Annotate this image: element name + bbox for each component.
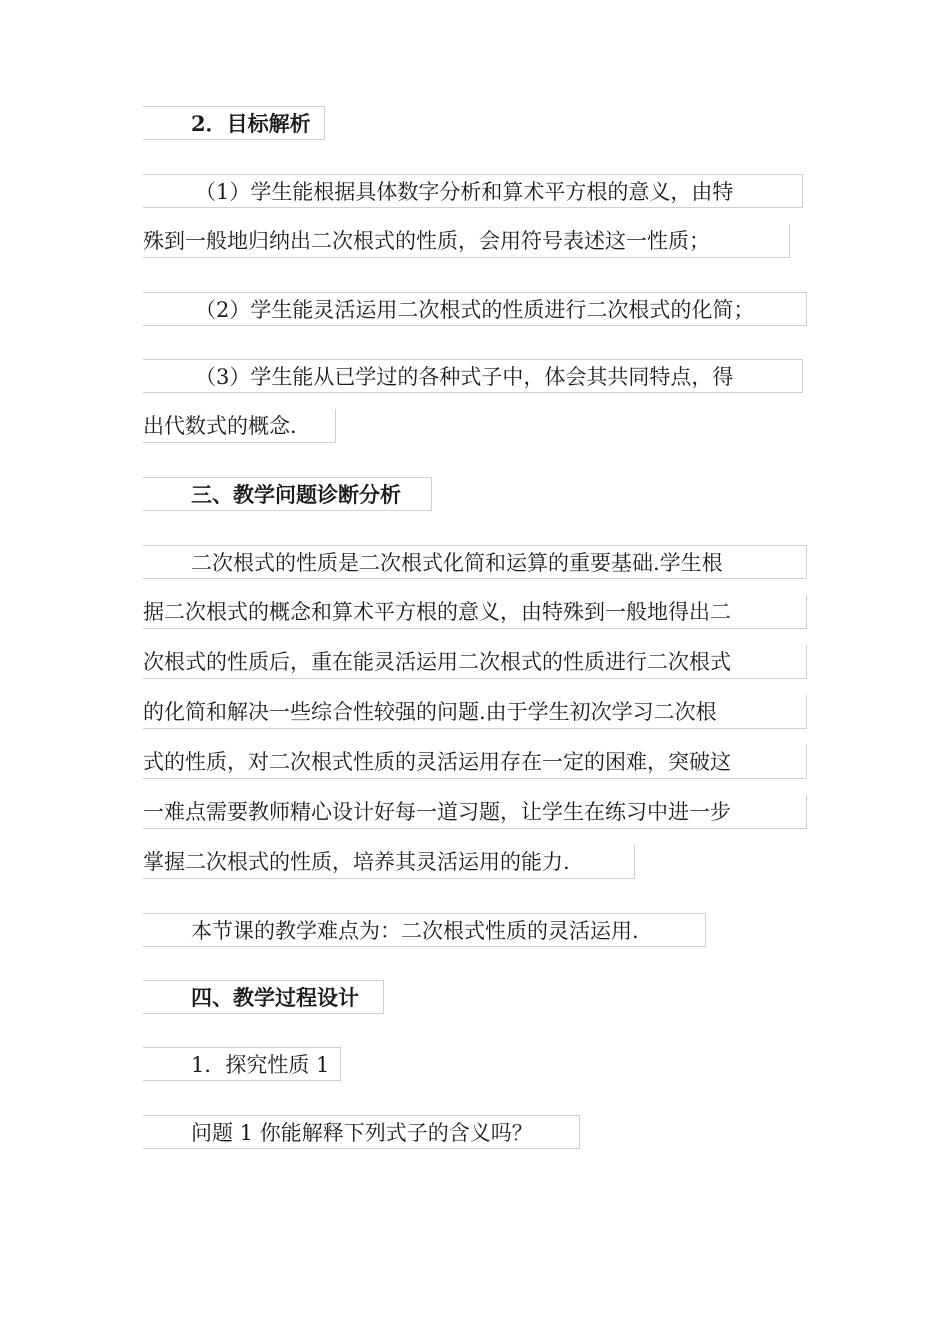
diagnosis-line-1: 二次根式的性质是二次根式化简和运算的重要基础.学生根 — [143, 545, 807, 579]
explore-heading: 1．探究性质 1 — [143, 1047, 341, 1081]
difficulty-statement: 本节课的教学难点为：二次根式性质的灵活运用. — [143, 913, 706, 947]
goal-1-line-1: （1）学生能根据具体数字分析和算术平方根的意义，由特 — [143, 174, 803, 208]
diagnosis-line-3: 次根式的性质后，重在能灵活运用二次根式的性质进行二次根式 — [143, 645, 807, 679]
goal-1-line-2: 殊到一般地归纳出二次根式的性质，会用符号表述这一性质； — [143, 224, 790, 258]
diagnosis-line-6: 一难点需要教师精心设计好每一道习题，让学生在练习中进一步 — [143, 795, 807, 829]
diagnosis-heading: 三、教学问题诊断分析 — [143, 477, 432, 511]
goal-2: （2）学生能灵活运用二次根式的性质进行二次根式的化简； — [143, 292, 807, 326]
diagnosis-line-4: 的化简和解决一些综合性较强的问题.由于学生初次学习二次根 — [143, 695, 807, 729]
goal-3-line-2: 出代数式的概念. — [143, 409, 336, 443]
process-heading: 四、教学过程设计 — [143, 980, 384, 1014]
goal-3-line-1: （3）学生能从已学过的各种式子中，体会其共同特点，得 — [143, 359, 803, 393]
goal-heading: 2．目标解析 — [143, 106, 325, 140]
diagnosis-line-2: 据二次根式的概念和算术平方根的意义，由特殊到一般地得出二 — [143, 595, 807, 629]
diagnosis-line-5: 式的性质，对二次根式性质的灵活运用存在一定的困难，突破这 — [143, 745, 807, 779]
diagnosis-line-7: 掌握二次根式的性质，培养其灵活运用的能力. — [143, 845, 635, 879]
question-1: 问题 1 你能解释下列式子的含义吗？ — [143, 1115, 580, 1149]
